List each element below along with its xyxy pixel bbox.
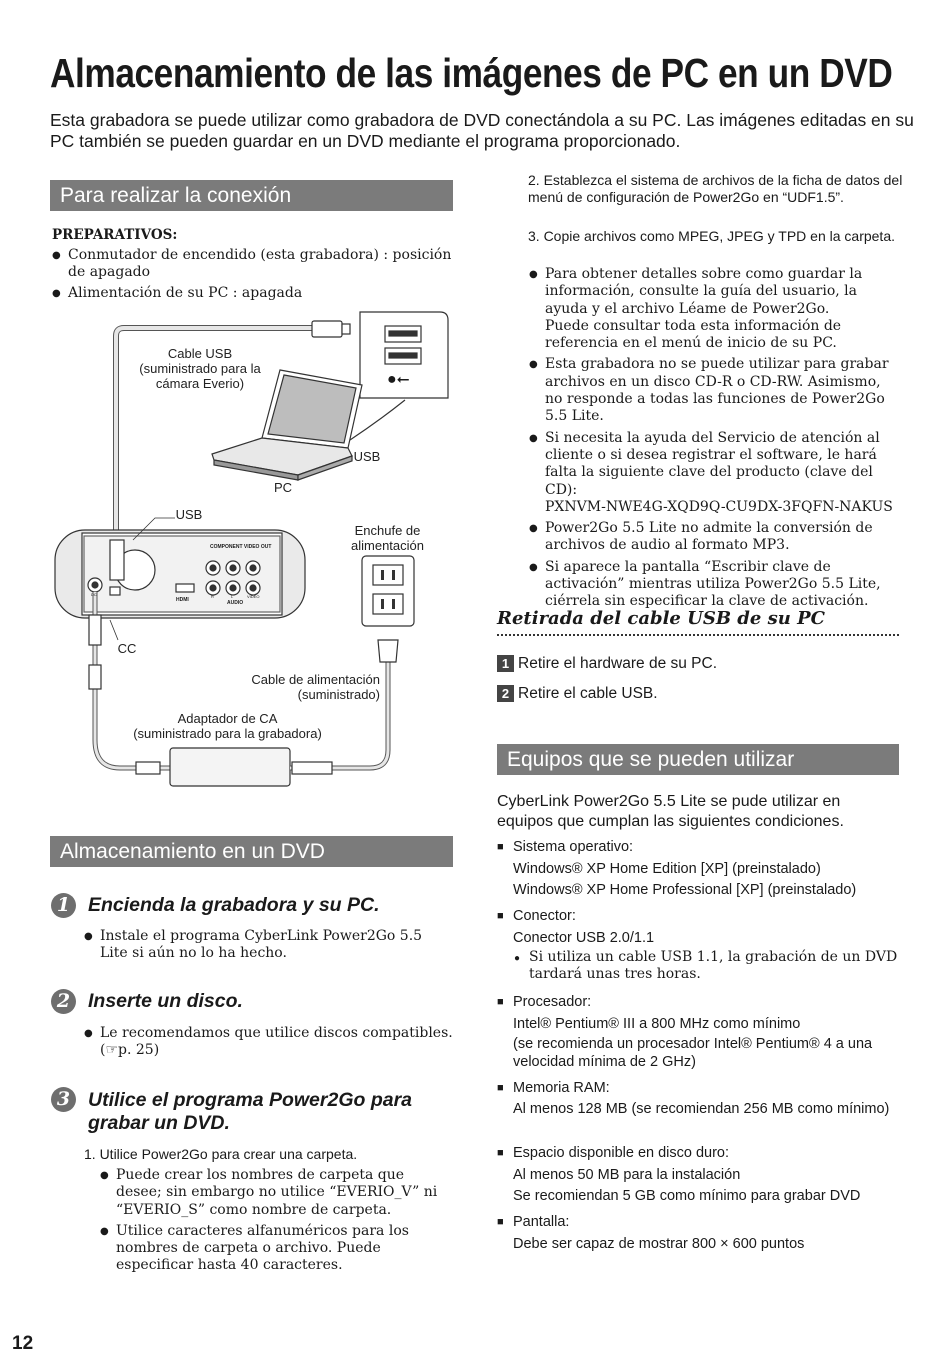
page-title: Almacenamiento de las imágenes de PC en un DVD: [50, 50, 893, 96]
label-cable-alimentacion: Cable de alimentación (suministrado): [251, 672, 380, 702]
prep-label: PREPARATIVOS:: [52, 227, 178, 243]
bullet-icon: ●: [514, 953, 521, 964]
step-number: 3: [51, 1087, 76, 1112]
step-item: 2. Establezca el sistema de archivos de la ficha de datos del menú de configuración de Power2Go en “UDF1.5”.: [528, 172, 903, 206]
equipos-intro: CyberLink Power2Go 5.5 Lite se pude utilizar en equipos que cumplan las siguientes condiciones.: [497, 793, 844, 830]
step-item: 1. Utilice Power2Go para crear una carpeta.: [84, 1146, 358, 1162]
cond-ram: ■ Memoria RAM: Al menos 128 MB (se recomiendan 256 MB como mínimo): [497, 1079, 907, 1118]
product-key: PXNVM-NWE4G-XQD9Q-CU9DX-3FQFN-NAKUS: [545, 498, 893, 515]
cond-pantalla: ■ Pantalla: Debe ser capaz de mostrar 800 × 600 puntos: [497, 1213, 907, 1255]
prep-item: ● Conmutador de encendido (esta grabadora) : posición de apagado: [52, 247, 452, 282]
label-hdmi: HDMI: [176, 597, 189, 603]
note-item: ● Esta grabadora no se puede utilizar para grabar archivos en un disco CD-R o CD-RW. Asimismo, no responde a todas las funciones de Power2Go 5.5 Lite.: [529, 356, 901, 425]
step-note: ● Puede crear los nombres de carpeta que desee; sin embargo no utilice “EVERIO_V” ni “EVERIO_S” como nombre de carpeta.: [100, 1167, 454, 1219]
cond-disco: ■ Espacio disponible en disco duro: Al menos 50 MB para la instalación Se recomiendan 5 GB como mínimo para grabar DVD: [497, 1144, 907, 1206]
prep-item: ● Alimentación de su PC : apagada: [52, 285, 452, 302]
label-enchufe: Enchufe de alimentación: [351, 523, 424, 553]
section-heading-equipos: Equipos que se pueden utilizar: [497, 744, 899, 775]
intro-text: Esta grabadora se puede utilizar como grabadora de DVD conectándola a su PC. Las imágenes editadas en su PC también se pueden guardar en un DVD mediante el programa proporcionado.: [50, 110, 914, 151]
cond-so: ■ Sistema operativo: Windows® XP Home Edition [XP] (preinstalado) Windows® XP Home Professional [XP] (preinstalado): [497, 838, 907, 900]
retirada-step: 2 Retire el cable USB.: [497, 685, 658, 703]
label-adaptador: Adaptador de CA (suministrado para la grabadora): [133, 711, 322, 741]
retirada-heading: Retirada del cable USB de su PC: [497, 608, 825, 629]
label-cable-usb: Cable USB (suministrado para la cámara Everio): [139, 346, 261, 391]
label-cc: CC: [117, 641, 137, 656]
cond-conector: ■ Conector: Conector USB 2.0/1.1 Si utiliza un cable USB 1.1, la grabación de un DVD tardará unas tres horas.: [497, 907, 907, 983]
section-heading-dvd: Almacenamiento en un DVD: [50, 836, 453, 867]
page-number: 12: [12, 1333, 34, 1354]
label-usb-pc: USB: [353, 449, 381, 464]
label-usb-recorder: USB: [175, 507, 203, 522]
note-item: ● Si aparece la pantalla “Escribir clave de activación” mientras utiliza Power2Go 5.5 Lite, ciérrela sin especificar la clave de activación.: [529, 559, 901, 611]
step-title: Utilice el programa Power2Go para grabar un DVD.: [88, 1089, 413, 1134]
step-number: 1: [51, 893, 76, 918]
dotted-divider: [497, 634, 899, 636]
section-heading-conexion: Para realizar la conexión: [50, 180, 453, 211]
step-note: ● Utilice caracteres alfanuméricos para los nombres de carpeta o archivo. Puede especificar hasta 40 caracteres.: [100, 1223, 454, 1275]
note-item: ● Para obtener detalles sobre como guardar la información, consulte la guía del usuario, la ayuda y el archivo Léame de Power2Go.: [529, 266, 901, 318]
retirada-step: 1 Retire el hardware de su PC.: [497, 655, 717, 673]
label-l: L: [231, 594, 234, 599]
step-note: ● Le recomendamos que utilice discos compatibles. (☞p. 25): [84, 1025, 454, 1060]
step-title: Encienda la grabadora y su PC.: [88, 894, 380, 916]
note-item: Puede consultar toda esta información de referencia en el menú de inicio de su PC.: [545, 317, 842, 352]
step-note: ● Instale el programa CyberLink Power2Go 5.5 Lite si aún no lo ha hecho.: [84, 928, 454, 963]
label-video: VIDEO: [247, 594, 260, 599]
label-r: R: [211, 594, 214, 599]
label-audio: AUDIO: [227, 600, 244, 606]
step-number: 2: [51, 989, 76, 1014]
usb-icon: ●⭠: [387, 371, 410, 388]
label-dc: DC: [91, 592, 97, 597]
step-item: 3. Copie archivos como MPEG, JPEG y TPD en la carpeta.: [528, 228, 896, 244]
step-title: Inserte un disco.: [88, 990, 243, 1012]
note-item: ● Si necesita la ayuda del Servicio de atención al cliente o si desea registrar el software, le hará falta la siguiente clave del producto (clave del CD):: [529, 430, 901, 499]
label-pc: PC: [273, 480, 293, 495]
label-component: COMPONENT VIDEO OUT: [210, 544, 272, 550]
note-item: ● Power2Go 5.5 Lite no admite la conversión de archivos de audio al formato MP3.: [529, 520, 901, 555]
cond-procesador: ■ Procesador: Intel® Pentium® III a 800 MHz como mínimo (se recomienda un procesador Intel® Pentium® 4 a una velocidad mínima de 2 GHz): [497, 993, 907, 1071]
